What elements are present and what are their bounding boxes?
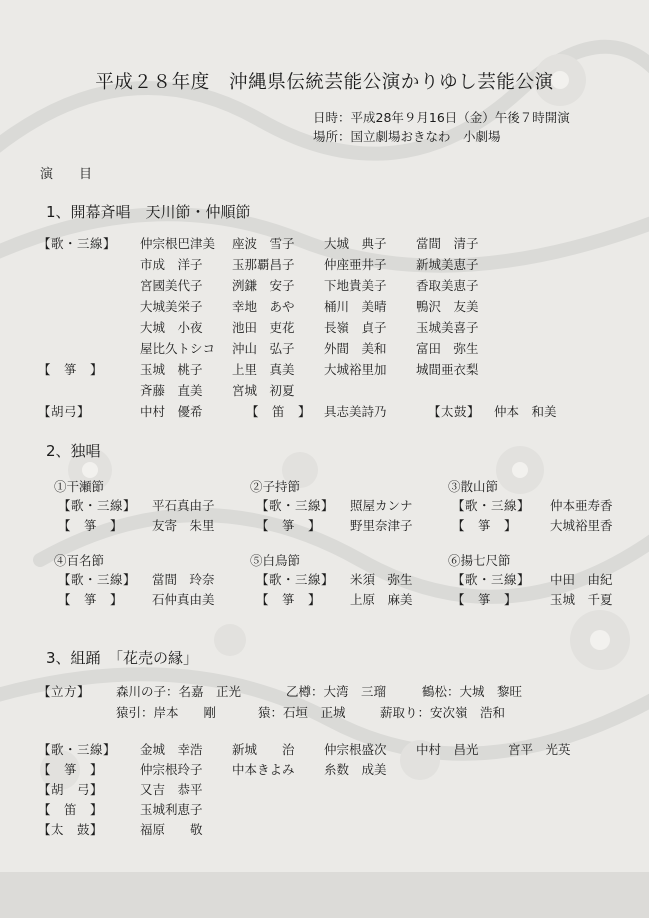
performer-name: 宮國美代子 <box>140 278 203 293</box>
role-performer: 薪取り：安次嶺 浩和 <box>380 705 506 720</box>
performer-name: 玉城美喜子 <box>416 320 479 335</box>
koto-label: 【 箏 】 <box>58 518 124 533</box>
role-performer: 猿：石垣 正城 <box>258 705 346 720</box>
performer-name: 屋比久トシコ <box>140 341 216 356</box>
performer-name: 福原 敬 <box>140 822 203 837</box>
event-venue: 場所：国立劇場おきなわ 小劇場 <box>313 129 501 144</box>
performer-name: 糸数 成美 <box>324 762 387 777</box>
piece-title: ⑤白鳥節 <box>250 553 301 568</box>
uta-label: 【歌・三線】 <box>58 572 137 587</box>
piece-title: ③散山節 <box>448 479 499 494</box>
performer-name: 玉城利恵子 <box>140 802 203 817</box>
performer-name: 當間 清子 <box>416 236 479 251</box>
performer-name: 幸地 あや <box>232 299 295 314</box>
performer-name: 中田 由紀 <box>550 572 613 587</box>
performer-name: 大城裕里加 <box>324 362 387 377</box>
performer-name: 又吉 恭平 <box>140 782 203 797</box>
performer-name: 大城 小夜 <box>140 320 203 335</box>
uta-label: 【歌・三線】 <box>256 498 335 513</box>
section-1-heading: 1、開幕斉唱 天川節・仲順節 <box>46 203 251 221</box>
performer-name: 中本きよみ <box>232 762 295 777</box>
performer-name: 仲本 和美 <box>494 404 557 419</box>
performer-name: 當間 玲奈 <box>152 572 215 587</box>
performer-name: 沖山 弘子 <box>232 341 295 356</box>
sec1-taiko-label: 【太鼓】 <box>428 404 481 419</box>
role-performer: 乙樽：大湾 三瑠 <box>286 684 387 699</box>
piece-title: ②子持節 <box>250 479 301 494</box>
performer-name: 市成 洋子 <box>140 257 203 272</box>
performer-name: 友寄 朱里 <box>152 518 215 533</box>
role-performer: 猿引：岸本 剛 <box>116 705 217 720</box>
performer-name: 新城 治 <box>232 742 295 757</box>
page-title: 平成２８年度 沖縄県伝統芸能公演かりゆし芸能公演 <box>95 72 554 93</box>
program-label: 演 目 <box>40 167 93 182</box>
event-datetime: 日時：平成28年９月16日（金）午後７時開演 <box>313 110 570 125</box>
jikata-fue-label: 【 笛 】 <box>38 802 104 817</box>
performer-name: 仲宗根玲子 <box>140 762 203 777</box>
performer-name: 上原 麻美 <box>350 592 413 607</box>
performer-name: 新城美恵子 <box>416 257 479 272</box>
uta-label: 【歌・三線】 <box>452 498 531 513</box>
piece-title: ①干瀬節 <box>54 479 105 494</box>
piece-title: ④百名節 <box>54 553 105 568</box>
performer-name: 平石真由子 <box>152 498 215 513</box>
uta-label: 【歌・三線】 <box>452 572 531 587</box>
performer-name: 仲宗根巴津美 <box>140 236 216 251</box>
performer-name: 仲宗根盛次 <box>324 742 387 757</box>
performer-name: 野里奈津子 <box>350 518 413 533</box>
sec1-uta-label: 【歌・三線】 <box>38 236 117 251</box>
performer-name: 中村 優希 <box>140 404 203 419</box>
performer-name: 池田 吏花 <box>232 320 295 335</box>
performer-name: 仲本亜寿香 <box>550 498 613 513</box>
uta-label: 【歌・三線】 <box>256 572 335 587</box>
koto-label: 【 箏 】 <box>256 518 322 533</box>
performer-name: 宮平 光英 <box>508 742 571 757</box>
tachikata-label: 【立方】 <box>38 684 91 699</box>
performer-name: 米須 弥生 <box>350 572 413 587</box>
performer-name: 外間 美和 <box>324 341 387 356</box>
piece-title: ⑥揚七尺節 <box>448 553 511 568</box>
jikata-koto-label: 【 箏 】 <box>38 762 104 777</box>
jikata-taiko-label: 【太 鼓】 <box>38 822 104 837</box>
performer-name: 石仲真由美 <box>152 592 215 607</box>
performer-name: 大城美栄子 <box>140 299 203 314</box>
performer-name: 中村 昌光 <box>416 742 479 757</box>
sec1-koto-label: 【 箏 】 <box>38 362 104 377</box>
sec1-fue-label: 【 笛 】 <box>246 404 312 419</box>
performer-name: 城間亜衣梨 <box>416 362 479 377</box>
performer-name: 桶川 美晴 <box>324 299 387 314</box>
performer-name: 鴨沢 友美 <box>416 299 479 314</box>
performer-name: 具志美詩乃 <box>324 404 387 419</box>
role-performer: 鶴松：大城 黎旺 <box>422 684 523 699</box>
performer-name: 富田 弥生 <box>416 341 479 356</box>
koto-label: 【 箏 】 <box>256 592 322 607</box>
uta-label: 【歌・三線】 <box>58 498 137 513</box>
performer-name: 玉那覇昌子 <box>232 257 295 272</box>
performer-name: 金城 幸浩 <box>140 742 203 757</box>
section-2-heading: 2、独唱 <box>46 442 101 460</box>
performer-name: 大城裕里香 <box>550 518 613 533</box>
koto-label: 【 箏 】 <box>58 592 124 607</box>
performer-name: 座波 雪子 <box>232 236 295 251</box>
section-3-heading: 3、組踊 「花売の縁」 <box>46 649 199 667</box>
koto-label: 【 箏 】 <box>452 518 518 533</box>
performer-name: 長嶺 貞子 <box>324 320 387 335</box>
performer-name: 照屋カンナ <box>350 498 413 513</box>
performer-name: 大城 典子 <box>324 236 387 251</box>
role-performer: 森川の子：名嘉 正光 <box>116 684 242 699</box>
performer-name: 宮城 初夏 <box>232 383 295 398</box>
performer-name: 下地貴美子 <box>324 278 387 293</box>
jikata-uta-label: 【歌・三線】 <box>38 742 117 757</box>
performer-name: 玉城 千夏 <box>550 592 613 607</box>
sec1-kokyu-label: 【胡弓】 <box>38 404 91 419</box>
koto-label: 【 箏 】 <box>452 592 518 607</box>
performer-name: 斉藤 直美 <box>140 383 203 398</box>
performer-name: 洌鎌 安子 <box>232 278 295 293</box>
performer-name: 玉城 桃子 <box>140 362 203 377</box>
performer-name: 仲座亜井子 <box>324 257 387 272</box>
performer-name: 上里 真美 <box>232 362 295 377</box>
jikata-kokyu-label: 【胡 弓】 <box>38 782 104 797</box>
performer-name: 香取美恵子 <box>416 278 479 293</box>
